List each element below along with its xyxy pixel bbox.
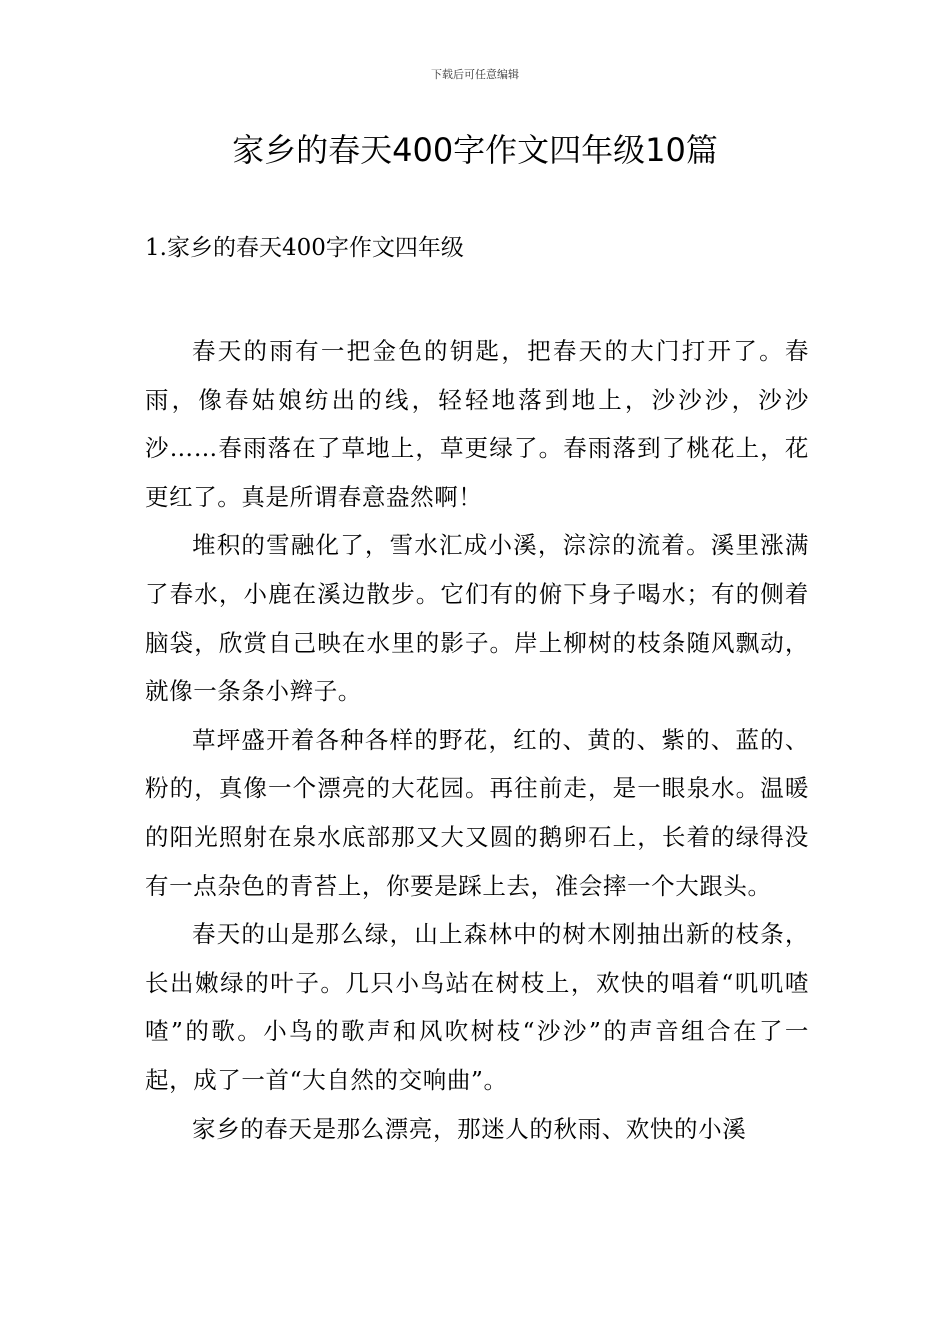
paragraph-1: 春天的雨有一把金色的钥匙，把春天的大门打开了。春雨，像春姑娘纺出的线，轻轻地落到地上，沙沙沙，沙沙沙……春雨落在了草地上，草更绿了。春雨落到了桃花上，花更红了。真是所谓春意盎然啊！ [145, 337, 809, 511]
paragraph-5: 家乡的春天是那么漂亮，那迷人的秋雨、欢快的小溪 [192, 1114, 747, 1143]
paragraph-4: 春天的山是那么绿，山上森林中的树木刚抽出新的枝条，长出嫩绿的叶子。几只小鸟站在树枝上，欢快的唱着“叽叽喳喳”的歌。小鸟的歌声和风吹树枝“沙沙”的声音组合在了一起，成了一首“大自然的交响曲”。 [145, 920, 809, 1094]
header-note: 下载后可任意编辑 [431, 68, 519, 81]
paragraph-2: 堆积的雪融化了，雪水汇成小溪，淙淙的流着。溪里涨满了春水，小鹿在溪边散步。它们有的俯下身子喝水；有的侧着脑袋，欣赏自己映在水里的影子。岸上柳树的枝条随风飘动，就像一条条小辫子。 [145, 531, 809, 706]
section-heading: 1.家乡的春天400字作文四年级 [145, 235, 464, 261]
document-title: 家乡的春天400字作文四年级10篇 [232, 131, 718, 169]
essay-body [145, 327, 809, 1153]
paragraph-3: 草坪盛开着各种各样的野花，红的、黄的、紫的、蓝的、粉的，真像一个漂亮的大花园。再往前走，是一眼泉水。温暖的阳光照射在泉水底部那又大又圆的鹅卵石上，长着的绿得没有一点杂色的青苔上，你要是踩上去，准会摔一个大跟头。 [145, 725, 809, 900]
